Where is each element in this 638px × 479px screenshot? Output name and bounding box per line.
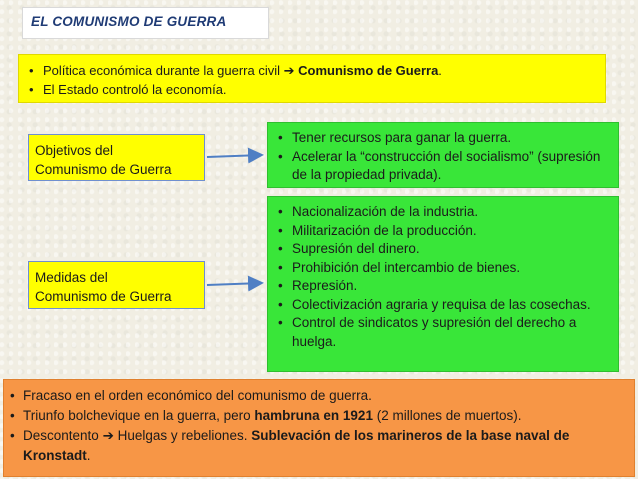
measure-item: • Colectivización agraria y requisa de las cosechas. (276, 296, 610, 315)
measures-list-box (267, 196, 619, 372)
objectives-list-box (267, 122, 619, 188)
measures-label-line1: Medidas del (35, 270, 108, 285)
slide-title: EL COMUNISMO DE GUERRA (22, 7, 269, 39)
measure-item: • Nacionalización de la industria. (276, 203, 610, 222)
measures-label-line2: Comunismo de Guerra (35, 289, 172, 304)
objective-item: • Acelerar la “construcción del socialismo” (supresión de la propiedad privada). (276, 148, 610, 185)
intro-item-1-text: Política económica durante la guerra civil (43, 63, 284, 78)
consequences-box (3, 379, 635, 477)
intro-item-1-end: . (438, 63, 442, 78)
consequence-item-2-text: Triunfo bolchevique en la guerra, pero (23, 408, 255, 423)
objectives-label-line1: Objetivos del (35, 143, 114, 158)
consequence-item-2-end: (2 millones de muertos). (372, 408, 522, 423)
consequence-item-3 (10, 426, 628, 466)
intro-box (18, 54, 606, 103)
measure-item: • Militarización de la producción. (276, 222, 610, 241)
objectives-label (28, 134, 205, 181)
consequence-item-3-end: . (86, 448, 91, 463)
measures-label (28, 261, 205, 309)
kronstadt-highlight: Sublevación de los marineros de la base naval de Kronstadt (23, 428, 570, 463)
intro-item-2: • El Estado controló la economía. (27, 80, 597, 99)
objectives-label-line2: Comunismo de Guerra (35, 162, 172, 177)
famine-highlight: hambruna en 1921 (254, 408, 373, 423)
arrow-right-icon: ➔ (102, 428, 114, 443)
consequence-item-3-middle: Huelgas y rebeliones. (113, 428, 252, 443)
consequence-item-2 (10, 406, 628, 426)
arrow-right-icon: ➔ (283, 63, 295, 78)
consequence-item-3-text: Descontento (23, 428, 103, 443)
measure-item: • Supresión del dinero. (276, 240, 610, 259)
objective-item: • Tener recursos para ganar la guerra. (276, 129, 610, 148)
measure-item: • Control de sindicatos y supresión del derecho a huelga. (276, 314, 610, 351)
measure-item: • Represión. (276, 277, 610, 296)
measure-item: • Prohibición del intercambio de bienes. (276, 259, 610, 278)
intro-item-1-bold: Comunismo de Guerra (298, 63, 439, 78)
consequence-item-1: • Fracaso en el orden económico del comunismo de guerra. (10, 386, 628, 406)
intro-item-1 (27, 61, 597, 80)
